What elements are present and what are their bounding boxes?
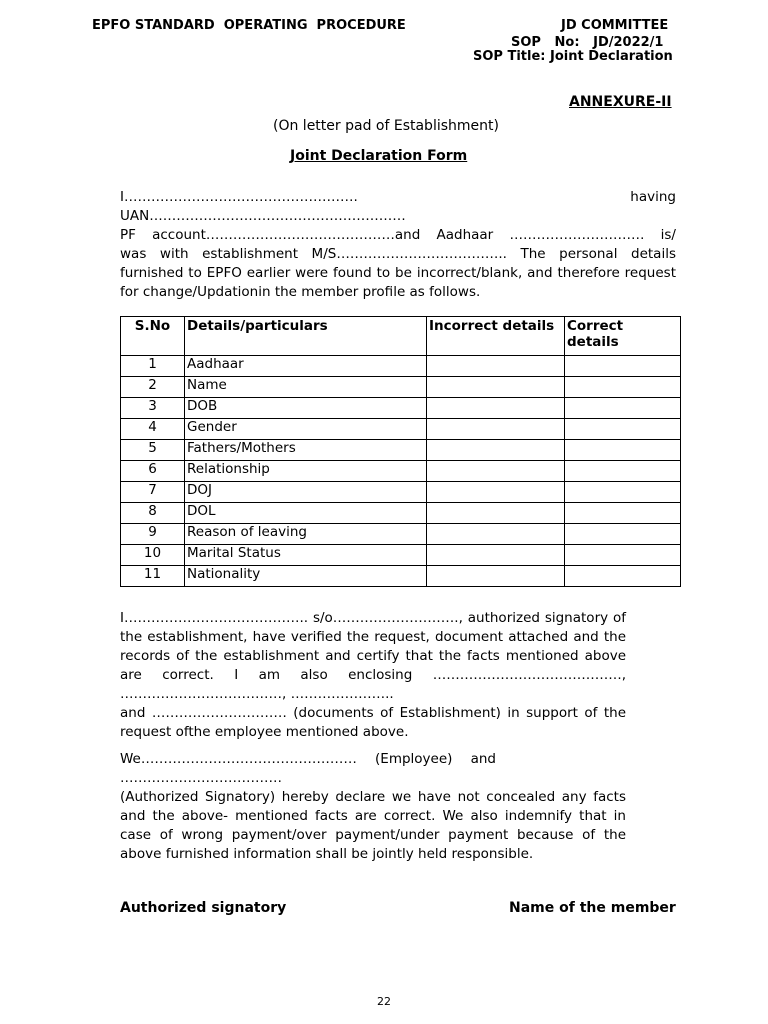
certify-line: are correct. I am also enclosing ……………………………………, — [120, 667, 626, 683]
row-item: Marital Status — [185, 545, 427, 566]
correct-cell[interactable] — [565, 377, 681, 398]
col-header-details: Details/particulars — [185, 317, 427, 356]
form-title: Joint Declaration Form — [290, 148, 468, 164]
table-row — [121, 356, 681, 377]
certify-line: and ………………………… (documents of Establishment) in support of the — [120, 705, 626, 721]
row-sno: 10 — [121, 545, 185, 566]
certify-line: I………………………………….. s/o………………………., authorized signatory of — [120, 610, 626, 626]
correct-cell[interactable] — [565, 545, 681, 566]
row-item: Reason of leaving — [185, 524, 427, 545]
having-label: having — [630, 189, 676, 205]
row-sno: 9 — [121, 524, 185, 545]
incorrect-cell[interactable] — [427, 482, 565, 503]
declare-line: We………………………………………… (Employee) and — [120, 751, 496, 767]
incorrect-cell[interactable] — [427, 398, 565, 419]
intro-paragraph — [120, 188, 676, 302]
row-sno: 5 — [121, 440, 185, 461]
table-row — [121, 566, 681, 587]
letterpad-note: (On letter pad of Establishment) — [273, 118, 499, 134]
row-sno: 7 — [121, 482, 185, 503]
correct-cell[interactable] — [565, 419, 681, 440]
row-sno: 8 — [121, 503, 185, 524]
intro-text-line: for change/Updationin the member profile as follows. — [120, 284, 481, 300]
incorrect-cell[interactable] — [427, 377, 565, 398]
declare-line: ……………………………… — [120, 770, 282, 786]
table-row — [121, 419, 681, 440]
correct-cell[interactable] — [565, 356, 681, 377]
intro-text-line: furnished to EPFO earlier were found to be incorrect/blank, and therefore request — [120, 265, 676, 281]
authorized-signatory-label: Authorized signatory — [120, 900, 287, 916]
table-row — [121, 377, 681, 398]
sop-title: SOP Title: Joint Declaration — [473, 49, 673, 64]
table-row — [121, 545, 681, 566]
col-header-sno: S.No — [121, 317, 185, 356]
certify-line: request ofthe employee mentioned above. — [120, 724, 409, 740]
establishment-line: was with establishment M/S……………………………….. The personal details — [120, 246, 676, 262]
table-header-row — [121, 317, 681, 356]
declaration-paragraph — [120, 750, 626, 864]
row-sno: 4 — [121, 419, 185, 440]
incorrect-cell[interactable] — [427, 440, 565, 461]
row-item: DOJ — [185, 482, 427, 503]
row-item: Aadhaar — [185, 356, 427, 377]
incorrect-cell[interactable] — [427, 461, 565, 482]
declare-line: and the above- mentioned facts are correct. We also indemnify that in — [120, 808, 626, 824]
incorrect-cell[interactable] — [427, 419, 565, 440]
document-header-title: EPFO STANDARD OPERATING PROCEDURE — [92, 18, 406, 33]
pf-account-line: PF account……………………………………and Aadhaar ………………………… is/ — [120, 227, 676, 243]
row-sno: 11 — [121, 566, 185, 587]
row-sno: 3 — [121, 398, 185, 419]
member-name-label: Name of the member — [509, 900, 676, 916]
row-sno: 6 — [121, 461, 185, 482]
row-item: Fathers/Mothers — [185, 440, 427, 461]
page-number: 22 — [377, 995, 391, 1008]
row-sno: 1 — [121, 356, 185, 377]
row-sno: 2 — [121, 377, 185, 398]
row-item: Name — [185, 377, 427, 398]
uan-line: UAN………………………………………………… — [120, 208, 406, 224]
correct-cell[interactable] — [565, 482, 681, 503]
incorrect-cell[interactable] — [427, 356, 565, 377]
declare-line: case of wrong payment/over payment/under payment because of the — [120, 827, 626, 843]
row-item: Nationality — [185, 566, 427, 587]
table-row — [121, 461, 681, 482]
table-row — [121, 440, 681, 461]
incorrect-cell[interactable] — [427, 545, 565, 566]
correct-cell[interactable] — [565, 566, 681, 587]
declare-line: above furnished information shall be jointly held responsible. — [120, 846, 534, 862]
intro-line — [120, 188, 676, 207]
row-item: DOB — [185, 398, 427, 419]
table-row — [121, 398, 681, 419]
incorrect-cell[interactable] — [427, 524, 565, 545]
table-row — [121, 482, 681, 503]
declare-line: (Authorized Signatory) hereby declare we have not concealed any facts — [120, 789, 626, 805]
col-header-correct: Correct details — [565, 317, 681, 356]
row-item: DOL — [185, 503, 427, 524]
table-row — [121, 503, 681, 524]
annexure-label: ANNEXURE-II — [569, 94, 672, 110]
col-header-incorrect: Incorrect details — [427, 317, 565, 356]
correct-cell[interactable] — [565, 398, 681, 419]
correct-cell[interactable] — [565, 524, 681, 545]
certify-line: ………………………………, ………………….. — [120, 686, 394, 702]
correct-cell[interactable] — [565, 503, 681, 524]
sop-number: SOP No: JD/2022/1 — [511, 35, 664, 50]
committee-label: JD COMMITTEE — [561, 18, 669, 33]
certification-paragraph — [120, 609, 626, 742]
details-table — [120, 316, 681, 587]
correct-cell[interactable] — [565, 461, 681, 482]
incorrect-cell[interactable] — [427, 503, 565, 524]
table-row — [121, 524, 681, 545]
correct-cell[interactable] — [565, 440, 681, 461]
row-item: Gender — [185, 419, 427, 440]
incorrect-cell[interactable] — [427, 566, 565, 587]
member-name-blank: I……………………………………………. — [120, 189, 358, 205]
row-item: Relationship — [185, 461, 427, 482]
certify-line: the establishment, have verified the request, document attached and the — [120, 629, 626, 645]
certify-line: records of the establishment and certify that the facts mentioned above — [120, 648, 626, 664]
